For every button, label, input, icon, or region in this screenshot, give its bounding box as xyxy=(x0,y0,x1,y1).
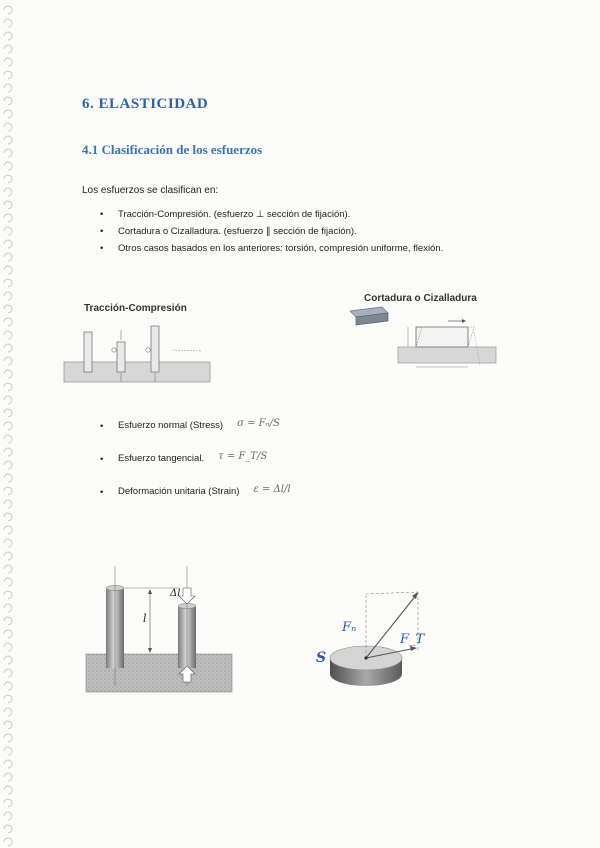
binding-ring xyxy=(4,695,12,703)
binding-ring xyxy=(4,292,12,300)
binding-ring xyxy=(4,58,12,66)
binding-ring xyxy=(4,110,12,118)
binding-ring xyxy=(4,786,12,794)
binding-ring xyxy=(4,383,12,391)
binding-ring xyxy=(4,240,12,248)
binding-ring xyxy=(4,331,12,339)
binding-ring xyxy=(4,682,12,690)
binding-ring xyxy=(4,214,12,222)
binding-ring xyxy=(4,591,12,599)
binding-ring xyxy=(4,708,12,716)
binding-ring xyxy=(4,279,12,287)
binding-ring xyxy=(4,435,12,443)
tangential-formula: τ = F_T/S xyxy=(218,451,268,462)
binding-ring xyxy=(4,45,12,53)
binding-ring xyxy=(4,71,12,79)
binding-ring xyxy=(4,422,12,430)
binding-ring xyxy=(4,227,12,235)
binding-ring xyxy=(4,500,12,508)
binding-ring xyxy=(4,656,12,664)
list-item: • Tracción-Compresión. (esfuerzo ⊥ sección de fijación). xyxy=(100,206,443,223)
binding-ring xyxy=(4,162,12,170)
tangential-force-label: F_T xyxy=(400,632,425,647)
definition-item xyxy=(100,453,291,486)
binding-rings xyxy=(0,0,18,848)
binding-ring xyxy=(4,19,12,27)
binding-ring xyxy=(4,734,12,742)
page-heading: 6. ELASTICIDAD xyxy=(82,96,209,112)
length-label: l xyxy=(143,612,147,625)
binding-ring xyxy=(4,630,12,638)
shear-diagram xyxy=(348,305,498,377)
binding-ring xyxy=(4,604,12,612)
list-item: • Cortadura o Cizalladura. (esfuerzo ∥ sección de fijación). xyxy=(100,223,443,240)
binding-ring xyxy=(4,136,12,144)
binding-ring xyxy=(4,669,12,677)
binding-ring xyxy=(4,6,12,14)
binding-ring xyxy=(4,825,12,833)
list-item: • Otros casos basados en los anteriores: torsión, compresión uniforme, flexión. xyxy=(100,240,443,257)
binding-ring xyxy=(4,760,12,768)
binding-ring xyxy=(4,123,12,131)
binding-ring xyxy=(4,578,12,586)
binding-ring xyxy=(4,773,12,781)
binding-ring xyxy=(4,357,12,365)
binding-ring xyxy=(4,188,12,196)
definition-item xyxy=(100,420,291,453)
binding-ring xyxy=(4,565,12,573)
delta-l-label: Δl xyxy=(170,588,181,599)
binding-ring xyxy=(4,344,12,352)
binding-ring xyxy=(4,487,12,495)
binding-ring xyxy=(4,305,12,313)
binding-ring xyxy=(4,474,12,482)
binding-ring xyxy=(4,149,12,157)
binding-ring xyxy=(4,812,12,820)
binding-ring xyxy=(4,175,12,183)
binding-ring xyxy=(4,747,12,755)
binding-ring xyxy=(4,461,12,469)
binding-ring xyxy=(4,97,12,105)
binding-ring xyxy=(4,84,12,92)
strain-formula: ε = Δl/l xyxy=(253,484,291,495)
binding-ring xyxy=(4,448,12,456)
binding-ring xyxy=(4,409,12,417)
intro-text: Los esfuerzos se clasifican en: xyxy=(82,185,219,196)
definition-item xyxy=(100,486,291,519)
binding-ring xyxy=(4,32,12,40)
normal-force-label: Fₙ xyxy=(342,620,357,635)
stress-formula: σ = Fₙ/S xyxy=(237,418,280,429)
shear-figure-title: Cortadura o Cizalladura xyxy=(364,293,477,304)
section-heading: 4.1 Clasificación de los esfuerzos xyxy=(82,142,263,157)
binding-ring xyxy=(4,318,12,326)
elongation-diagram xyxy=(84,562,234,694)
binding-ring xyxy=(4,266,12,274)
binding-ring xyxy=(4,552,12,560)
traction-figure-title: Tracción-Compresión xyxy=(84,303,187,314)
binding-ring xyxy=(4,539,12,547)
definitions-list xyxy=(100,420,291,519)
binding-ring xyxy=(4,526,12,534)
definition-label: • Esfuerzo tangencial. xyxy=(118,453,205,464)
binding-ring xyxy=(4,201,12,209)
binding-ring xyxy=(4,838,12,846)
binding-ring xyxy=(4,370,12,378)
binding-ring xyxy=(4,721,12,729)
definition-label: • Deformación unitaria (Strain) xyxy=(118,486,240,497)
binding-ring xyxy=(4,643,12,651)
binding-ring xyxy=(4,253,12,261)
binding-ring xyxy=(4,513,12,521)
area-label: S xyxy=(316,650,327,666)
binding-ring xyxy=(4,396,12,404)
definition-label: • Esfuerzo normal (Stress) xyxy=(118,420,224,431)
traction-compression-diagram xyxy=(62,318,212,384)
stress-types-list xyxy=(100,206,443,257)
binding-ring xyxy=(4,799,12,807)
binding-ring xyxy=(4,617,12,625)
